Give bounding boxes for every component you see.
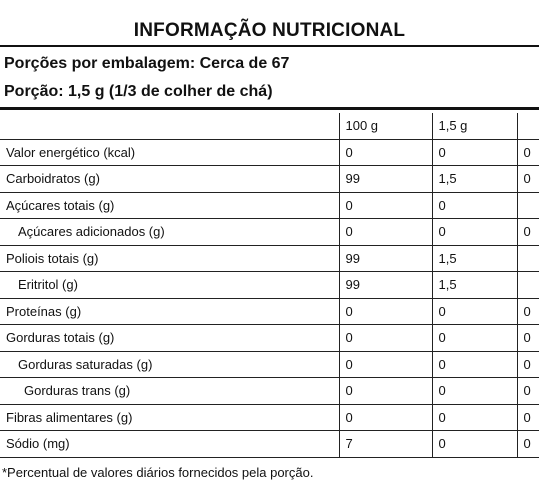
nutrient-name: Carboidratos (g): [0, 166, 339, 193]
value-serving: 0: [432, 431, 517, 458]
value-vd: 0: [517, 219, 539, 246]
value-vd: 0: [517, 378, 539, 405]
value-100g: 99: [339, 272, 432, 299]
value-100g: 0: [339, 192, 432, 219]
table-row: [0, 431, 539, 458]
serving-size: Porção: 1,5 g (1/3 de colher de chá): [4, 83, 273, 100]
nutrition-table-body: [0, 113, 539, 457]
value-serving: 1,5: [432, 166, 517, 193]
header-serving: 1,5 g: [432, 113, 517, 139]
table-row: [0, 325, 539, 352]
value-100g: 0: [339, 351, 432, 378]
value-vd: 0: [517, 431, 539, 458]
table-row: [0, 166, 539, 193]
header-nutrient: [0, 113, 339, 139]
value-100g: 0: [339, 404, 432, 431]
value-serving: 0: [432, 298, 517, 325]
value-100g: 0: [339, 298, 432, 325]
nutrient-name: Poliois totais (g): [0, 245, 339, 272]
value-serving: 0: [432, 325, 517, 352]
nutrient-name: Fibras alimentares (g): [0, 404, 339, 431]
value-serving: 0: [432, 404, 517, 431]
footnote: *Percentual de valores diários fornecidos pela porção.: [2, 465, 314, 480]
nutrient-name: Gorduras trans (g): [0, 378, 339, 405]
nutrient-name: Açúcares adicionados (g): [0, 219, 339, 246]
nutrient-name: Sódio (mg): [0, 431, 339, 458]
table-row: [0, 272, 539, 299]
value-serving: 0: [432, 219, 517, 246]
value-vd: 0: [517, 325, 539, 352]
value-vd: 0: [517, 166, 539, 193]
table-row: [0, 378, 539, 405]
nutrition-table: [0, 113, 539, 458]
nutrient-name: Gorduras saturadas (g): [0, 351, 339, 378]
value-100g: 99: [339, 166, 432, 193]
nutrient-name: Proteínas (g): [0, 298, 339, 325]
value-vd: 0: [517, 298, 539, 325]
value-100g: 0: [339, 219, 432, 246]
table-row: [0, 245, 539, 272]
table-row: [0, 192, 539, 219]
value-serving: 0: [432, 378, 517, 405]
table-header-row: [0, 113, 539, 139]
value-100g: 0: [339, 378, 432, 405]
table-row: [0, 404, 539, 431]
table-row: [0, 139, 539, 166]
value-vd: 0: [517, 404, 539, 431]
value-serving: 0: [432, 351, 517, 378]
label-title: INFORMAÇÃO NUTRICIONAL: [133, 20, 406, 41]
value-serving: 0: [432, 139, 517, 166]
top-rule: [0, 45, 539, 47]
value-serving: 0: [432, 192, 517, 219]
value-vd: [517, 245, 539, 272]
header-100g: 100 g: [339, 113, 432, 139]
value-100g: 99: [339, 245, 432, 272]
nutrient-name: Eritritol (g): [0, 272, 339, 299]
servings-per-package: Porções por embalagem: Cerca de 67: [4, 55, 290, 72]
thick-divider: [0, 107, 539, 110]
value-100g: 0: [339, 139, 432, 166]
nutrient-name: Açúcares totais (g): [0, 192, 339, 219]
value-serving: 1,5: [432, 245, 517, 272]
table-row: [0, 219, 539, 246]
header-vd: [517, 113, 539, 139]
value-100g: 0: [339, 325, 432, 352]
value-vd: 0: [517, 139, 539, 166]
nutrient-name: Valor energético (kcal): [0, 139, 339, 166]
value-serving: 1,5: [432, 272, 517, 299]
table-row: [0, 298, 539, 325]
table-row: [0, 351, 539, 378]
value-vd: [517, 192, 539, 219]
value-vd: 0: [517, 351, 539, 378]
value-100g: 7: [339, 431, 432, 458]
nutrient-name: Gorduras totais (g): [0, 325, 339, 352]
value-vd: [517, 272, 539, 299]
